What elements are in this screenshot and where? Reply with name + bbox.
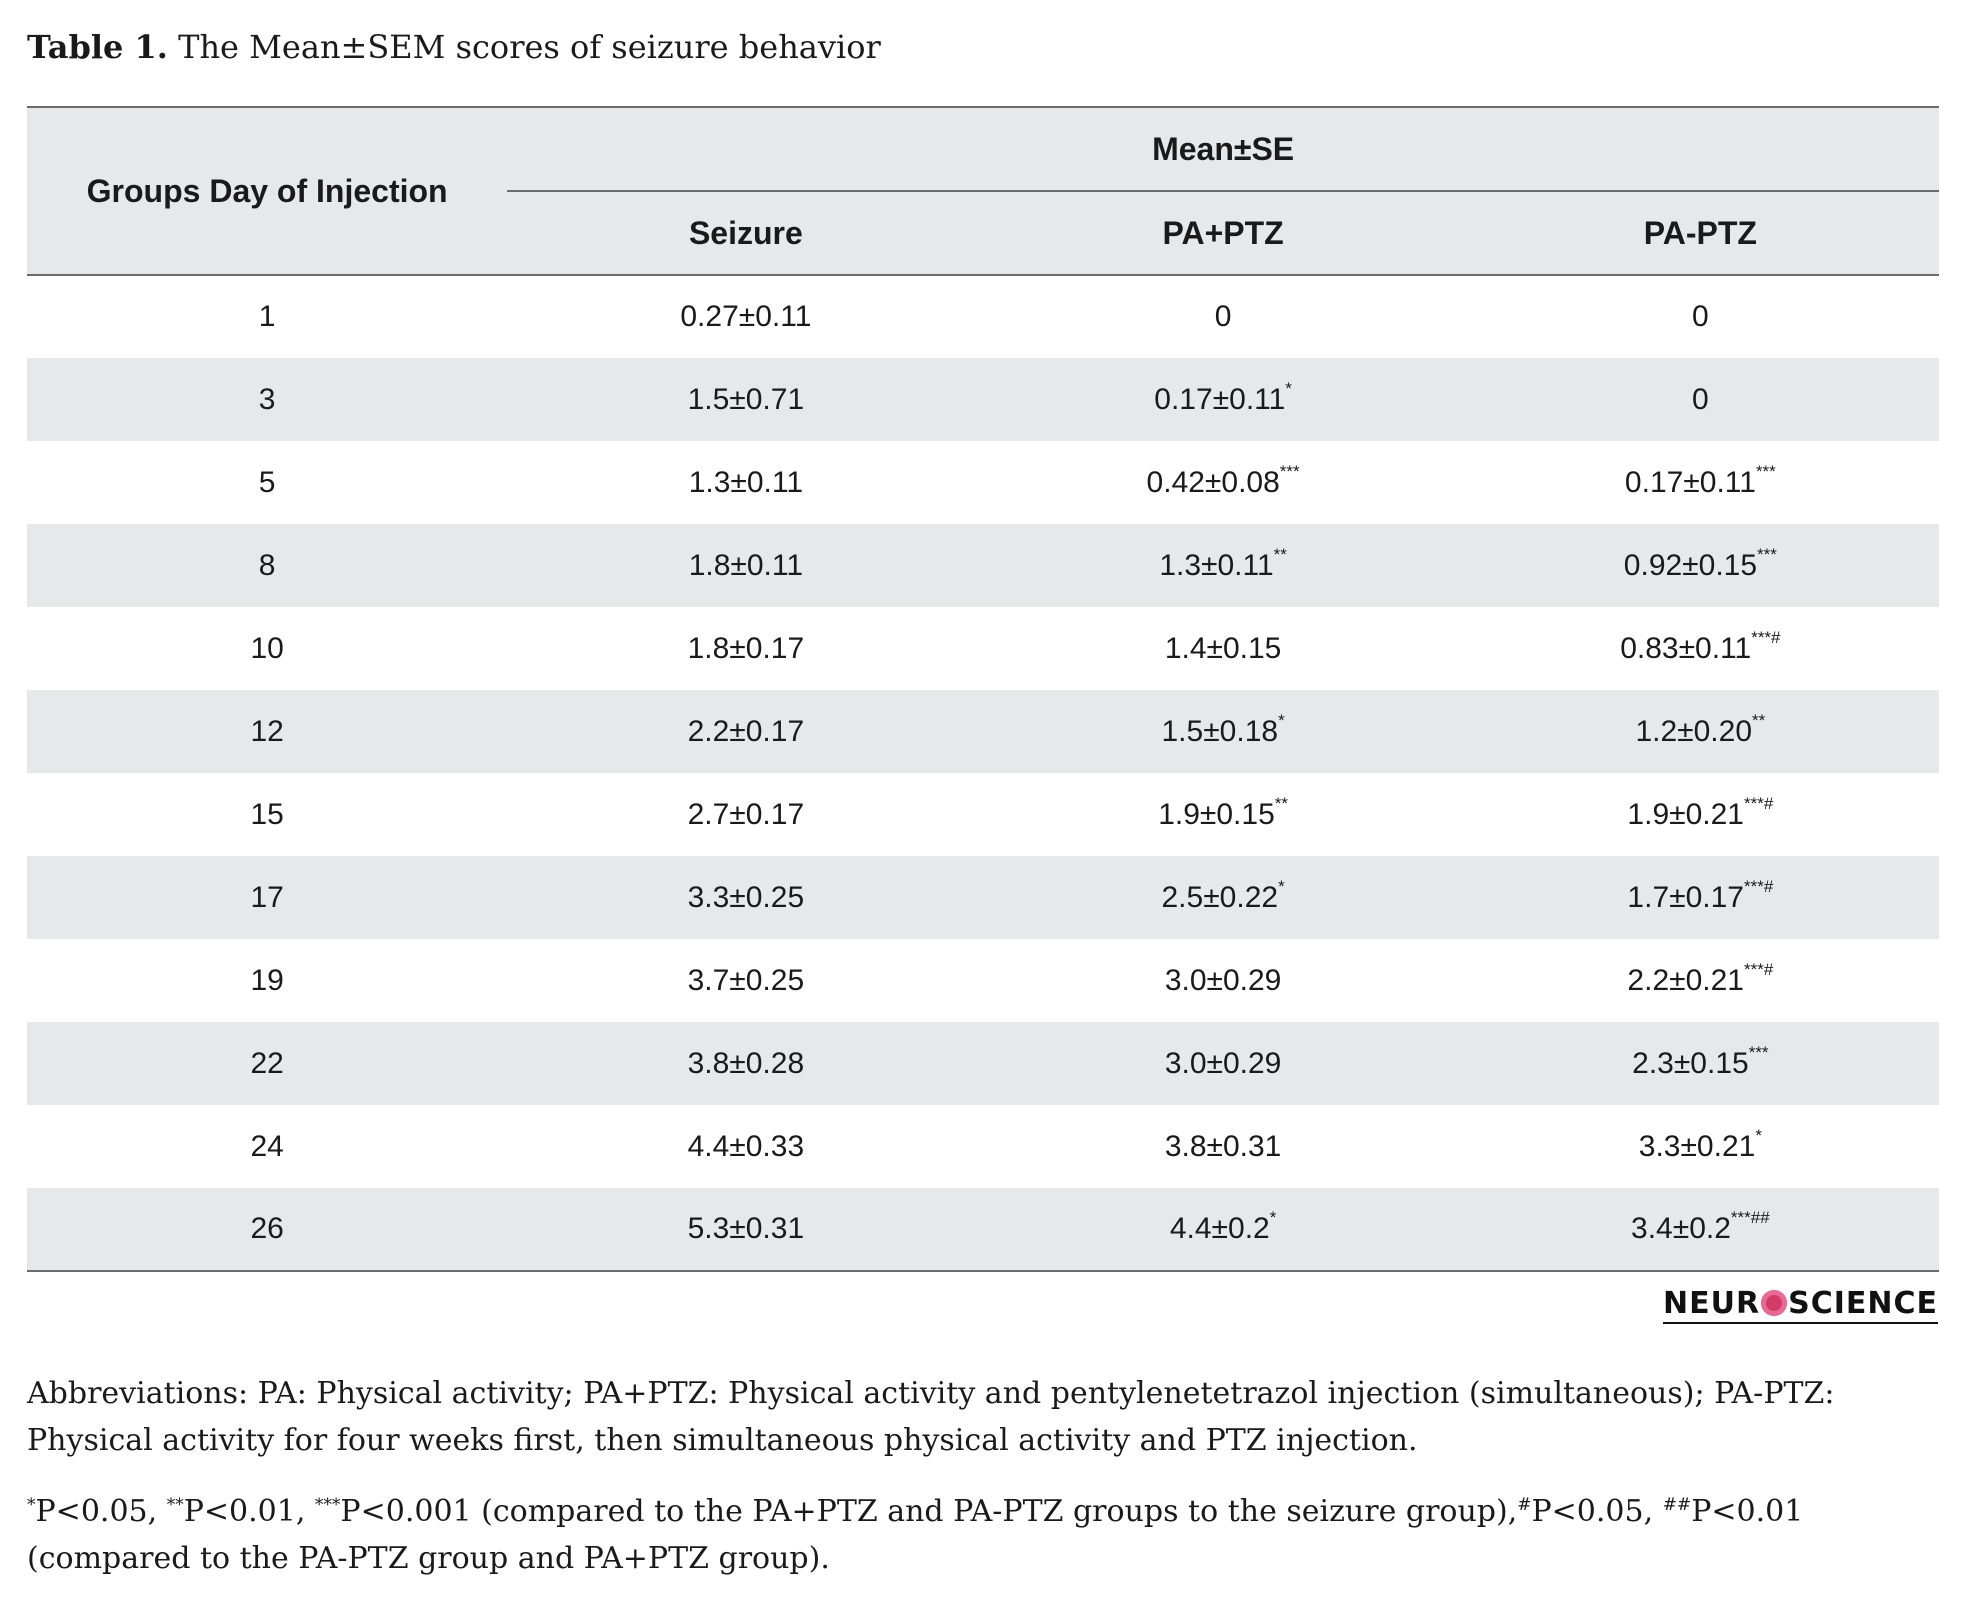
cell-seizure: [507, 1105, 984, 1188]
cell-day-value: 3: [258, 382, 276, 416]
cell-seizure-value: 1.3±0.11: [688, 465, 804, 499]
cell-seizure-value: 2.2±0.17: [687, 714, 805, 748]
cell-pa-minus-ptz: [1462, 1188, 1939, 1271]
cell-day: [27, 773, 507, 856]
cell-seizure: [507, 1022, 984, 1105]
cell-pa-plus-ptz: [984, 524, 1461, 607]
cell-pa-minus-ptz: [1462, 690, 1939, 773]
cell-pa-plus-ptz-significance-marker: ***: [1279, 461, 1300, 481]
cell-seizure: [507, 1188, 984, 1271]
table-row: [27, 358, 1939, 441]
cell-pa-plus-ptz-value: 3.8±0.31: [1164, 1129, 1282, 1163]
cell-pa-minus-ptz: [1462, 1022, 1939, 1105]
cell-day-value: 15: [250, 797, 284, 831]
logo-text-left: NEUR: [1663, 1286, 1761, 1321]
cell-seizure-value: 3.3±0.25: [687, 880, 805, 914]
table-row: [27, 607, 1939, 690]
cell-day: [27, 524, 507, 607]
cell-pa-minus-ptz-value: 0: [1692, 382, 1709, 416]
cell-day: [27, 1188, 507, 1271]
cell-pa-plus-ptz-value: 0.17±0.11: [1154, 382, 1286, 416]
table-header: [27, 107, 1939, 275]
neuroscience-logo: [1663, 1286, 1938, 1324]
table-row: [27, 1105, 1939, 1188]
cell-day: [27, 690, 507, 773]
cell-day: [27, 856, 507, 939]
cell-pa-plus-ptz: [984, 939, 1461, 1022]
cell-pa-minus-ptz-value: 1.9±0.21: [1627, 797, 1744, 831]
cell-day: [27, 441, 507, 524]
cell-pa-minus-ptz-significance-marker: ***: [1748, 1042, 1769, 1062]
header-groups-day: Groups Day of Injection: [86, 172, 448, 209]
cell-pa-minus-ptz-value: 0.92±0.15: [1623, 548, 1758, 582]
cell-pa-minus-ptz: [1462, 275, 1939, 358]
table-row: [27, 1022, 1939, 1105]
cell-seizure-value: 1.8±0.11: [688, 548, 804, 582]
cell-pa-plus-ptz-significance-marker: *: [1285, 378, 1292, 398]
sig-4-text: P<0.05,: [1531, 1494, 1663, 1529]
cell-seizure: [507, 773, 984, 856]
cell-day-value: 5: [258, 465, 276, 499]
cell-pa-minus-ptz-value: 3.4±0.2: [1631, 1212, 1731, 1245]
cell-day-value: 10: [250, 631, 284, 665]
cell-seizure-value: 2.7±0.17: [687, 797, 805, 831]
cell-seizure: [507, 441, 984, 524]
cell-pa-minus-ptz-value: 1.2±0.20: [1635, 714, 1753, 748]
header-pa-minus-ptz: PA-PTZ: [1643, 214, 1757, 251]
cell-pa-plus-ptz: [984, 1022, 1461, 1105]
cell-pa-minus-ptz-significance-marker: ***#: [1751, 627, 1781, 647]
cell-pa-minus-ptz-significance-marker: ***#: [1743, 959, 1774, 979]
sig-5-text: P<0.01 (compared to the PA-PTZ group and PA+PTZ group).: [27, 1494, 1804, 1576]
cell-pa-minus-ptz: [1462, 856, 1939, 939]
table-row: [27, 939, 1939, 1022]
cell-seizure-value: 1.8±0.17: [687, 631, 805, 665]
cell-pa-plus-ptz-value: 3.0±0.29: [1164, 963, 1282, 997]
cell-day: [27, 607, 507, 690]
cell-seizure-value: 0.27±0.11: [680, 300, 812, 333]
cell-seizure: [507, 275, 984, 358]
sig-1-text: P<0.05,: [35, 1494, 167, 1529]
cell-pa-minus-ptz-value: 3.3±0.21: [1638, 1129, 1756, 1163]
cell-seizure-value: 3.7±0.25: [687, 963, 805, 997]
cell-day-value: 19: [250, 963, 284, 997]
header-pa-plus-ptz: PA+PTZ: [1162, 214, 1284, 251]
cell-pa-minus-ptz-significance-marker: ***: [1755, 461, 1776, 481]
cell-seizure-value: 3.8±0.28: [687, 1046, 805, 1080]
table-row: [27, 773, 1939, 856]
table-caption-text: The Mean±SEM scores of seizure behavior: [178, 28, 881, 66]
cell-day: [27, 939, 507, 1022]
cell-pa-plus-ptz-value: 1.5±0.18: [1161, 714, 1279, 748]
logo-brain-icon: [1761, 1290, 1787, 1316]
cell-pa-minus-ptz: [1462, 441, 1939, 524]
cell-pa-minus-ptz-significance-marker: *: [1755, 1125, 1762, 1145]
cell-pa-minus-ptz: [1462, 939, 1939, 1022]
cell-seizure: [507, 856, 984, 939]
abbreviations-note: Abbreviations: PA: Physical activity; PA+PTZ: Physical activity and pentylenetetrazol injection (simultaneous); PA-PTZ: Physical activity for four weeks first, then simultaneous physical activity and PTZ injection.: [27, 1376, 1835, 1458]
sig-4-marker: #: [1517, 1495, 1532, 1515]
table-row: [27, 1188, 1939, 1271]
cell-day-value: 22: [250, 1046, 284, 1080]
cell-pa-plus-ptz-value: 1.9±0.15: [1158, 797, 1275, 831]
cell-seizure: [507, 939, 984, 1022]
cell-seizure: [507, 358, 984, 441]
cell-seizure-value: 1.5±0.71: [687, 382, 805, 416]
cell-day: [27, 1105, 507, 1188]
cell-pa-plus-ptz-significance-marker: *: [1269, 1208, 1277, 1227]
cell-pa-plus-ptz-significance-marker: **: [1273, 544, 1287, 564]
cell-pa-plus-ptz-value: 1.3±0.11: [1159, 548, 1274, 582]
table-row: [27, 275, 1939, 358]
sig-3-text: P<0.001 (compared to the PA+PTZ and PA-PTZ groups to the seizure group),: [340, 1494, 1518, 1529]
cell-pa-minus-ptz-significance-marker: **: [1752, 710, 1766, 730]
sig-2-marker: **: [166, 1495, 184, 1515]
cell-seizure-value: 4.4±0.33: [687, 1129, 805, 1163]
cell-pa-minus-ptz-significance-marker: ***##: [1730, 1208, 1770, 1227]
cell-pa-minus-ptz: [1462, 524, 1939, 607]
cell-pa-plus-ptz: [984, 856, 1461, 939]
cell-pa-plus-ptz: [984, 1105, 1461, 1188]
cell-day: [27, 1022, 507, 1105]
cell-pa-minus-ptz-value: 1.7±0.17: [1627, 880, 1744, 914]
table-row: [27, 856, 1939, 939]
cell-pa-minus-ptz-significance-marker: ***#: [1743, 876, 1774, 896]
cell-day-value: 12: [250, 714, 284, 748]
cell-pa-minus-ptz: [1462, 607, 1939, 690]
cell-pa-minus-ptz-significance-marker: ***#: [1743, 793, 1774, 813]
cell-pa-plus-ptz-value: 0: [1214, 300, 1232, 333]
cell-day-value: 1: [258, 300, 276, 333]
cell-pa-plus-ptz-value: 4.4±0.2: [1169, 1212, 1270, 1245]
sig-5-marker: ##: [1662, 1495, 1692, 1515]
table-body: [27, 275, 1939, 1271]
cell-day-value: 24: [250, 1129, 284, 1163]
cell-pa-plus-ptz: [984, 690, 1461, 773]
cell-pa-plus-ptz: [984, 773, 1461, 856]
cell-seizure: [507, 524, 984, 607]
cell-day: [27, 358, 507, 441]
cell-seizure: [507, 690, 984, 773]
table-row: [27, 524, 1939, 607]
cell-day-value: 17: [250, 880, 284, 914]
cell-pa-plus-ptz-value: 0.42±0.08: [1146, 465, 1280, 499]
cell-day-value: 8: [258, 548, 276, 582]
cell-pa-plus-ptz-value: 3.0±0.29: [1164, 1046, 1282, 1080]
cell-pa-plus-ptz: [984, 607, 1461, 690]
logo-text-right: SCIENCE: [1788, 1286, 1938, 1321]
cell-pa-minus-ptz-value: 0: [1692, 300, 1709, 333]
header-seizure: Seizure: [688, 214, 803, 251]
table-caption: [27, 28, 881, 66]
significance-note: [27, 1488, 1939, 1582]
cell-pa-minus-ptz-value: 0.17±0.11: [1624, 465, 1756, 499]
cell-pa-plus-ptz: [984, 358, 1461, 441]
header-mean-se: Mean±SE: [507, 107, 1939, 191]
table-row: [27, 690, 1939, 773]
seizure-scores-table: [27, 106, 1939, 1272]
cell-pa-plus-ptz-value: 1.4±0.15: [1164, 631, 1282, 665]
cell-seizure-value: 5.3±0.31: [687, 1212, 805, 1245]
cell-pa-plus-ptz: [984, 1188, 1461, 1271]
cell-day-value: 26: [250, 1212, 284, 1245]
cell-pa-plus-ptz: [984, 275, 1461, 358]
table-row: [27, 441, 1939, 524]
cell-pa-plus-ptz-significance-marker: *: [1278, 710, 1285, 730]
cell-pa-minus-ptz-value: 2.3±0.15: [1632, 1046, 1749, 1080]
sig-3-marker: ***: [314, 1495, 341, 1515]
header-row-top: [27, 107, 1939, 191]
cell-pa-minus-ptz: [1462, 358, 1939, 441]
cell-pa-plus-ptz-value: 2.5±0.22: [1161, 880, 1279, 914]
cell-pa-minus-ptz-value: 0.83±0.11: [1620, 631, 1752, 665]
cell-pa-minus-ptz: [1462, 773, 1939, 856]
cell-pa-plus-ptz: [984, 441, 1461, 524]
cell-pa-plus-ptz-significance-marker: *: [1278, 876, 1285, 896]
cell-pa-minus-ptz-significance-marker: ***: [1757, 544, 1777, 564]
cell-seizure: [507, 607, 984, 690]
sig-1-marker: *: [27, 1495, 36, 1515]
cell-pa-minus-ptz: [1462, 1105, 1939, 1188]
cell-day: [27, 275, 507, 358]
table-caption-label: Table 1.: [27, 28, 168, 66]
sig-2-text: P<0.01,: [183, 1494, 315, 1529]
cell-pa-plus-ptz-significance-marker: **: [1274, 793, 1288, 813]
cell-pa-minus-ptz-value: 2.2±0.21: [1627, 963, 1744, 997]
